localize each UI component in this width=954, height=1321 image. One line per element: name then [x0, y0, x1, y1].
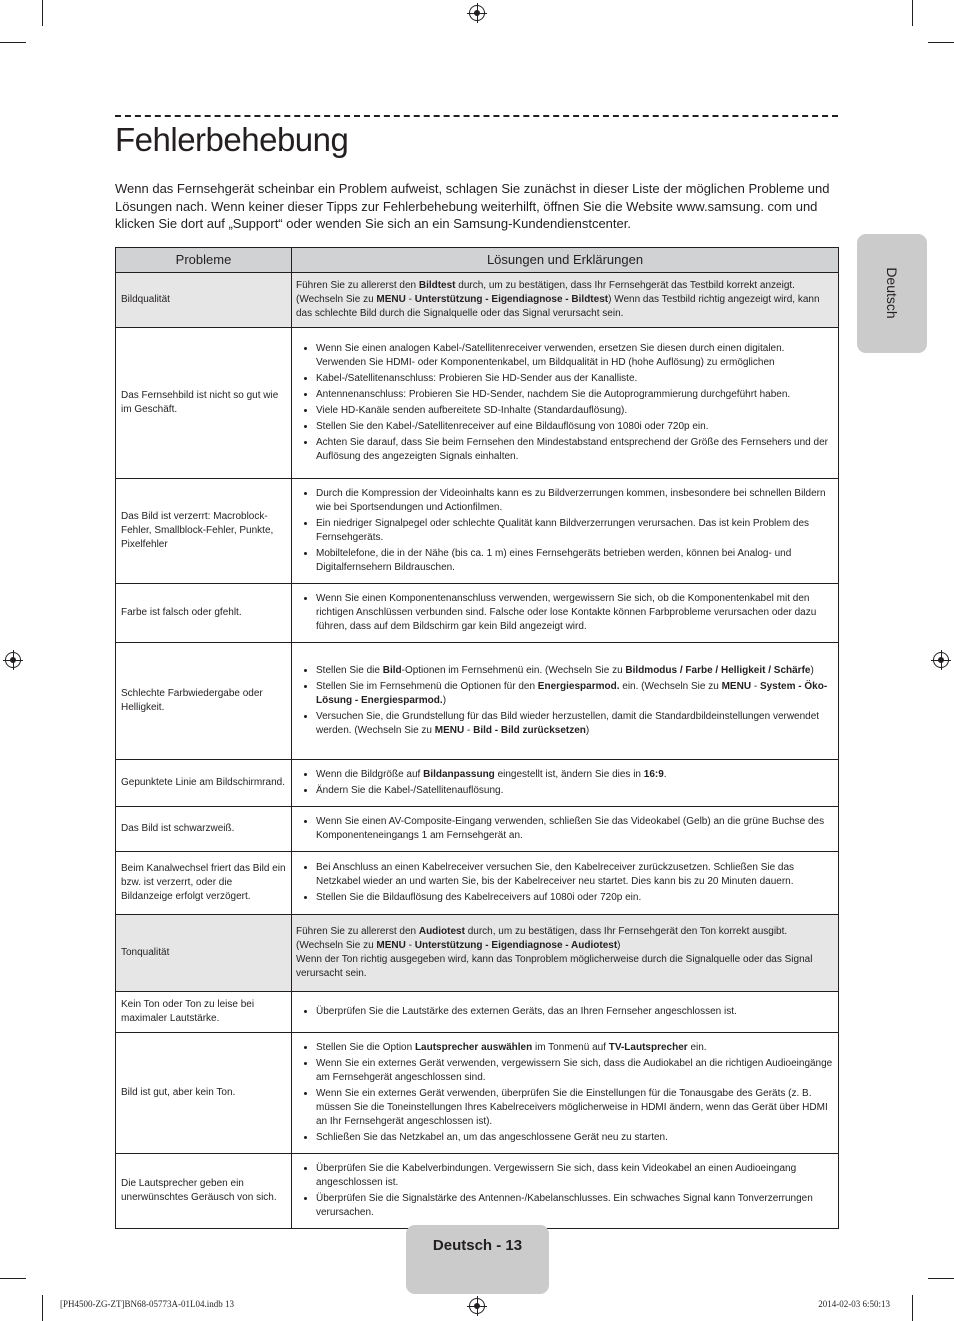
- problem-cell: Beim Kanalwechsel friert das Bild ein bzw. ist verzerrt, oder die Bildanzeige erfolgt verzögert.: [116, 852, 292, 915]
- text-run: ) Wenn das Testbild richtig angezeigt wird, kann das schlechte Bild durch die Signalquelle oder das Signal verursacht sein.: [296, 294, 820, 319]
- solution-list-item: [316, 404, 834, 418]
- solution-cell: [292, 1154, 839, 1229]
- solution-cell: [292, 584, 839, 643]
- solution-cell: [292, 992, 839, 1033]
- solution-list-item: [316, 815, 834, 843]
- solution-cell: [292, 760, 839, 807]
- page-number-tab: [406, 1225, 549, 1294]
- emphasized-text: MENU: [376, 940, 406, 951]
- solution-cell: [292, 328, 839, 479]
- solution-list-item: [316, 1005, 834, 1019]
- table-row: [116, 807, 839, 852]
- solution-cell: [292, 807, 839, 852]
- emphasized-text: Audiotest: [418, 926, 465, 937]
- table-header-row: [116, 248, 839, 273]
- text-run: Führen Sie zu allererst den: [296, 926, 419, 937]
- solution-paragraph: [296, 925, 834, 953]
- solution-list: [296, 815, 834, 843]
- problem-cell: Die Lautsprecher geben ein unerwünschtes Geräusch von sich.: [116, 1154, 292, 1229]
- problem-cell: Gepunktete Linie am Bildschirmrand.: [116, 760, 292, 807]
- solution-list: [296, 861, 834, 905]
- table-row: [116, 760, 839, 807]
- crop-mark: [42, 0, 43, 26]
- problem-cell: Das Bild ist verzerrt: Macroblock-Fehler, Smallblock-Fehler, Punkte, Pixelfehler: [116, 479, 292, 584]
- text-run: ): [617, 940, 621, 951]
- text-run: Führen Sie zu allererst den: [296, 280, 419, 291]
- table-row: [116, 584, 839, 643]
- emphasized-text: MENU: [376, 294, 406, 305]
- registration-mark-icon: [5, 652, 21, 668]
- solution-list: [296, 342, 834, 464]
- text-run: durch, um zu bestätigen, dass Ihr Fernsehgerät den Ton korrekt ausgibt. (Wechseln Sie zu: [296, 926, 788, 951]
- text-run: -: [751, 681, 760, 692]
- emphasized-text: TV-Lautsprecher: [608, 1042, 688, 1053]
- table-row: [116, 1033, 839, 1154]
- solution-list-item: [316, 487, 834, 515]
- title-rule: [115, 115, 838, 117]
- problem-cell: Schlechte Farbwiedergabe oder Helligkeit.: [116, 643, 292, 760]
- solution-list: [296, 1162, 834, 1220]
- text-run: Ändern Sie die Kabel-/Satellitenauflösung.: [316, 785, 504, 796]
- problem-cell: Das Fernsehbild ist nicht so gut wie im Geschäft.: [116, 328, 292, 479]
- text-run: ein. (Wechseln Sie zu: [619, 681, 722, 692]
- emphasized-text: Lautsprecher auswählen: [414, 1042, 533, 1053]
- emphasized-text: Bildmodus / Farbe / Helligkeit / Schärfe: [625, 665, 811, 676]
- solution-list-item: [316, 547, 834, 575]
- solution-list-item: [316, 372, 834, 386]
- text-run: Wenn Sie einen AV-Composite-Eingang verwenden, schließen Sie das Videokabel (Gelb) an die grüne Buchse des Komponenteneingangs 1 am Fernsehgerät an.: [316, 816, 825, 841]
- solution-list-item: [316, 784, 834, 798]
- footer-file-info: [PH4500-ZG-ZT]BN68-05773A-01L04.indb 13: [60, 1299, 234, 1309]
- text-run: Wenn Sie ein externes Gerät verwenden, vergewissern Sie sich, dass die Audiokabel an die richtigen Audioeingänge am Fernsehgerät angeschlossen sind.: [316, 1058, 833, 1083]
- text-run: Schließen Sie das Netzkabel an, um das angeschlossene Gerät neu zu starten.: [316, 1132, 668, 1143]
- text-run: Mobiltelefone, die in der Nähe (bis ca. 1 m) eines Fernsehgeräts betrieben werden, können bei Analog- und Digitalfernsehern Bildrauschen.: [316, 548, 792, 573]
- solution-list: [296, 487, 834, 575]
- solution-cell: [292, 915, 839, 992]
- header-solutions: Lösungen und Erklärungen: [292, 248, 839, 273]
- solution-list-item: [316, 664, 834, 678]
- text-run: Wenn der Ton richtig ausgegeben wird, kann das Tonproblem möglicherweise durch die Signalquelle oder das Signal verursacht sein.: [296, 954, 813, 979]
- text-run: Stellen Sie im Fernsehmenü die Optionen für den: [316, 681, 538, 692]
- solution-cell: [292, 273, 839, 328]
- text-run: Wenn die Bildgröße auf: [316, 769, 424, 780]
- solution-list-item: [316, 420, 834, 434]
- intro-paragraph: Wenn das Fernsehgerät scheinbar ein Problem aufweist, schlagen Sie zunächst in dieser Liste der möglichen Probleme und Lösungen nach. Wenn keiner dieser Tipps zur Fehlerbehebung weiterhilft, öffnen Sie die Website www.samsung. com und klicken Sie dort auf „Support“ oder wenden Sie sich an ein Samsung-Kundendienstcenter.: [115, 181, 830, 231]
- table-row: [116, 852, 839, 915]
- text-run: -: [405, 940, 415, 951]
- text-run: Überprüfen Sie die Signalstärke des Antennen-/Kabelanschlusses. Ein schwaches Signal kann Tonverzerrungen verursachen.: [316, 1193, 813, 1218]
- page-number-label: Deutsch - 13: [432, 1237, 523, 1254]
- text-run: Überprüfen Sie die Kabelverbindungen. Vergewissern Sie sich, dass kein Videokabel an einen Audioeingang angeschlossen ist.: [316, 1163, 797, 1188]
- text-run: .: [663, 769, 667, 780]
- problem-cell: Tonqualität: [116, 915, 292, 992]
- emphasized-text: Bildtest: [418, 280, 456, 291]
- text-run: Stellen Sie die: [316, 665, 383, 676]
- header-problems: Probleme: [116, 248, 292, 273]
- crop-mark: [0, 42, 26, 43]
- troubleshooting-table: [115, 247, 839, 1229]
- crop-mark: [0, 1278, 26, 1279]
- text-run: ): [442, 695, 447, 706]
- text-run: Durch die Kompression der Videoinhalts kann es zu Bildverzerrungen kommen, insbesondere bei schnellen Bildern wie bei Sportsendungen und Actionfilmen.: [316, 488, 826, 513]
- text-run: Stellen Sie den Kabel-/Satellitenreceiver auf eine Bildauflösung von 1080i oder 720p ein.: [316, 421, 709, 432]
- crop-mark: [928, 42, 954, 43]
- table-row: [116, 328, 839, 479]
- table-row: [116, 643, 839, 760]
- crop-mark: [912, 0, 913, 26]
- problem-cell: Bildqualität: [116, 273, 292, 328]
- solution-list: [296, 1041, 834, 1145]
- language-side-tab-label: Deutsch: [884, 267, 900, 319]
- crop-mark: [42, 1295, 43, 1321]
- solution-list-item: [316, 768, 834, 782]
- text-run: Wenn Sie einen analogen Kabel-/Satellitenreceiver verwenden, ersetzen Sie diesen durch einen digitalen. Verwenden Sie HDMI- oder Komponentenkabel, um Bildqualität in HD (hohe Auflösung) zu ermöglichen: [316, 343, 785, 368]
- solution-list-item: [316, 861, 834, 889]
- text-run: Achten Sie darauf, dass Sie beim Fernsehen den Mindestabstand entsprechend der Größe des Fernsehers und der Auflösung des angezeigten Signals einhalten.: [316, 437, 828, 462]
- text-run: ): [585, 725, 590, 736]
- registration-mark-icon: [933, 652, 949, 668]
- solution-paragraph: [296, 279, 834, 321]
- emphasized-text: System - Öko-Lösung - Energiesparmod.: [316, 681, 828, 706]
- emphasized-text: Bild - Bild zurücksetzen: [473, 725, 586, 736]
- solution-cell: [292, 643, 839, 760]
- text-run: im Tonmenü auf: [532, 1042, 609, 1053]
- table-row: [116, 992, 839, 1033]
- text-run: -: [405, 294, 415, 305]
- emphasized-text: MENU: [721, 681, 752, 692]
- crop-mark: [912, 1295, 913, 1321]
- solution-cell: [292, 852, 839, 915]
- emphasized-text: Unterstützung - Eigendiagnose - Audiotest: [414, 940, 618, 951]
- text-run: ein.: [687, 1042, 707, 1053]
- problem-cell: Das Bild ist schwarzweiß.: [116, 807, 292, 852]
- table-body: [116, 273, 839, 1229]
- registration-mark-icon: [469, 1298, 485, 1314]
- problem-cell: Farbe ist falsch oder gfehlt.: [116, 584, 292, 643]
- text-run: Antennenanschluss: Probieren Sie HD-Sender, nachdem Sie die Autoprogrammierung durchgeführt haben.: [316, 389, 791, 400]
- text-run: Stellen Sie die Option: [316, 1042, 415, 1053]
- table-row: [116, 1154, 839, 1229]
- footer-timestamp: 2014-02-03 6:50:13: [818, 1299, 890, 1309]
- solution-list-item: [316, 517, 834, 545]
- solution-list-item: [316, 1162, 834, 1190]
- solution-list-item: [316, 1041, 834, 1055]
- text-run: Viele HD-Kanäle senden aufbereitete SD-Inhalte (Standardauflösung).: [316, 405, 628, 416]
- text-run: -Optionen im Fernsehmenü ein. (Wechseln Sie zu: [401, 665, 626, 676]
- text-run: Ein niedriger Signalpegel oder schlechte Qualität kann Bildverzerrungen verursachen. Das ist kein Problem des Fernsehgeräts.: [316, 518, 810, 543]
- emphasized-text: MENU: [434, 725, 465, 736]
- text-run: Versuchen Sie, die Grundstellung für das Bild wieder herzustellen, damit die Standardbildeinstellungen verwendet werden. (Wechseln Sie zu: [316, 711, 820, 736]
- solution-cell: [292, 479, 839, 584]
- solution-list-item: [316, 1087, 834, 1129]
- text-run: Kabel-/Satellitenanschluss: Probieren Sie HD-Sender aus der Kanalliste.: [316, 373, 638, 384]
- text-run: Bei Anschluss an einen Kabelreceiver versuchen Sie, den Kabelreceiver zurückzusetzen. Schließen Sie das Netzkabel wieder an und warten Sie, bis der Kabelreceiver neu startet. Dies kann bis zu 20 Minuten dauern.: [316, 862, 795, 887]
- text-run: Wenn Sie einen Komponentenanschluss verwenden, wergewissern Sie sich, ob die Komponentenkabel mit den richtigen Anschlüssen verbunden sind. Falsche oder lose Kontakte können Farbprobleme verursachen oder dazu führen, dass auf dem Bildschirm gar kein Bild angezeigt wird.: [316, 593, 817, 632]
- solution-list-item: [316, 592, 834, 634]
- text-run: ): [810, 665, 814, 676]
- text-run: eingestellt ist, ändern Sie dies in: [494, 769, 644, 780]
- table-row: [116, 273, 839, 328]
- text-run: durch, um zu bestätigen, dass Ihr Fernsehgerät das Testbild korrekt anzeigt. (Wechseln Sie zu: [296, 280, 795, 305]
- emphasized-text: 16:9: [643, 769, 664, 780]
- text-run: Stellen Sie die Bildauflösung des Kabelreceivers auf 1080i oder 720p ein.: [316, 892, 642, 903]
- emphasized-text: Bildanpassung: [423, 769, 495, 780]
- solution-list-item: [316, 891, 834, 905]
- text-run: -: [464, 725, 474, 736]
- text-run: Wenn Sie ein externes Gerät verwenden, überprüfen Sie die Einstellungen für die Tonausgabe des Geräts (z. B. müssen Sie die Toneinstellungen Ihres Kabelreceivers möglicherweise in HDMI ändern, wenn das Gerät über HDMI an Ihr Fernsehgerät angeschlossen ist).: [316, 1088, 828, 1127]
- solution-list-item: [316, 436, 834, 464]
- registration-mark-icon: [469, 5, 485, 21]
- solution-list-item: [316, 1192, 834, 1220]
- problem-cell: Kein Ton oder Ton zu leise bei maximaler Lautstärke.: [116, 992, 292, 1033]
- table-row: [116, 479, 839, 584]
- solution-list-item: [316, 1057, 834, 1085]
- page-title: Fehlerbehebung: [115, 121, 349, 158]
- solution-cell: [292, 1033, 839, 1154]
- solution-list: [296, 1005, 834, 1019]
- language-side-tab: [857, 234, 927, 353]
- solution-list-item: [316, 342, 834, 370]
- solution-list-item: [316, 388, 834, 402]
- emphasized-text: Unterstützung - Eigendiagnose - Bildtest: [414, 294, 609, 305]
- problem-cell: Bild ist gut, aber kein Ton.: [116, 1033, 292, 1154]
- solution-list: [296, 768, 834, 798]
- table-row: [116, 915, 839, 992]
- emphasized-text: Energiesparmod.: [537, 681, 620, 692]
- text-run: Überprüfen Sie die Lautstärke des externen Geräts, das an Ihren Fernseher angeschlossen ist.: [316, 1006, 737, 1017]
- solution-list-item: [316, 1131, 834, 1145]
- emphasized-text: Bild: [382, 665, 402, 676]
- solution-list: [296, 664, 834, 738]
- solution-list-item: [316, 710, 834, 738]
- solution-paragraph: [296, 953, 834, 981]
- solution-list: [296, 592, 834, 634]
- solution-list-item: [316, 680, 834, 708]
- crop-mark: [928, 1278, 954, 1279]
